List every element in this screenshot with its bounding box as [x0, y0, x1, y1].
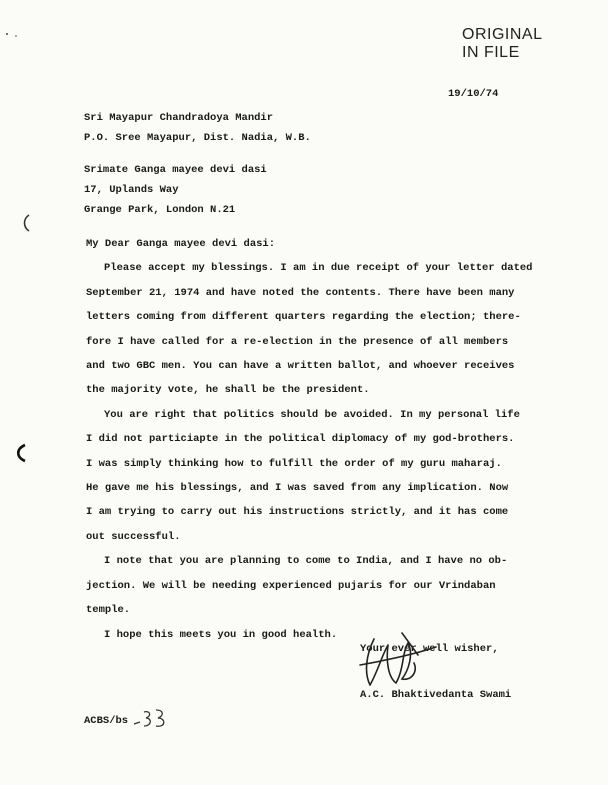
recipient-line-1: Srimate Ganga mayee devi dasi	[84, 164, 267, 176]
body-line: September 21, 1974 and have noted the contents. There have been many	[86, 286, 515, 299]
body-line: out successful.	[86, 530, 181, 543]
signature-name: A.C. Bhaktivedanta Swami	[360, 689, 512, 701]
sender-line-1: Sri Mayapur Chandradoya Mandir	[84, 112, 274, 124]
original-in-file-stamp	[462, 26, 542, 62]
body-line: I hope this meets you in good health.	[104, 628, 338, 641]
body-line: temple.	[86, 604, 131, 617]
reference-initials: ACBS/bs	[84, 715, 129, 727]
recipient-line-3: Grange Park, London N.21	[84, 204, 236, 216]
body-line: letters coming from different quarters regarding the election; there-	[86, 311, 521, 324]
stamp-line-1: ORIGINAL	[462, 26, 543, 43]
handwritten-signature	[352, 625, 442, 695]
body-line: I am trying to carry out his instructions strictly, and it has come	[86, 506, 509, 519]
stamp-line-2: IN FILE	[462, 44, 520, 61]
body-line: fore I have called for a re-election in the presence of all members	[86, 335, 509, 348]
sender-line-2: P.O. Sree Mayapur, Dist. Nadia, W.B.	[84, 132, 311, 144]
letter-date: 19/10/74	[448, 88, 499, 100]
punch-hole-mark-lower	[14, 443, 28, 463]
body-line: I did not particiapte in the political diplomacy of my god-brothers.	[86, 433, 515, 446]
body-line: and two GBC men. You can have a written ballot, and whoever receives	[86, 360, 515, 373]
body-line: I note that you are planning to come to India, and I have no ob-	[104, 555, 508, 568]
recipient-address	[84, 160, 267, 220]
handwritten-reference-scribble	[130, 706, 170, 732]
scan-speck	[4, 30, 24, 40]
sender-address	[84, 108, 311, 148]
recipient-line-2: 17, Uplands Way	[84, 184, 179, 196]
letter-body	[86, 232, 532, 647]
body-line: Please accept my blessings. I am in due receipt of your letter dated	[104, 262, 533, 275]
punch-hole-mark-upper	[20, 213, 32, 233]
body-line: I was simply thinking how to fulfill the order of my guru maharaj.	[86, 457, 502, 470]
body-line: You are right that politics should be avoided. In my personal life	[104, 408, 520, 421]
body-line: the majority vote, he shall be the president.	[86, 384, 370, 397]
salutation: My Dear Ganga mayee devi dasi:	[86, 238, 276, 250]
body-line: He gave me his blessings, and I was saved from any implication. Now	[86, 482, 509, 495]
body-line: jection. We will be needing experienced pujaris for our Vrindaban	[86, 579, 496, 592]
closing: Your ever well wisher,	[360, 643, 499, 655]
